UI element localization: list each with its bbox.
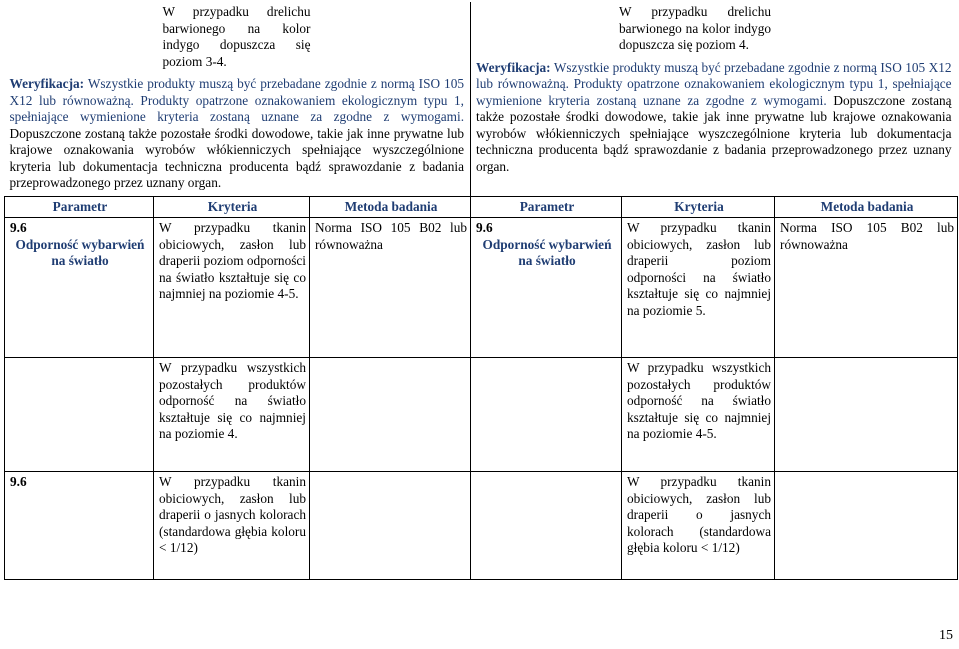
header-parametr-left: Parametr — [5, 196, 154, 218]
right-param-cell — [471, 218, 622, 358]
right-verification — [471, 54, 958, 180]
param-name: Odporność wybarwień na światło — [482, 236, 612, 268]
left-param-cell — [5, 358, 154, 472]
page-number: 15 — [939, 628, 953, 643]
table-row — [5, 218, 958, 358]
left-verification — [5, 70, 471, 196]
param-name: Odporność wybarwień na światło — [15, 236, 145, 268]
left-criteria-cell: W przypadku wszystkich pozostałych produktów odporność na światło kształtuje się co najmniej na poziomie 4. — [154, 358, 310, 472]
right-verification-label: Weryfikacja: — [476, 59, 551, 75]
param-number: 9.6 — [10, 220, 27, 235]
left-criteria-cell: W przypadku tkanin obiciowych, zasłon lub draperii o jasnych kolorach (standardowa głębia koloru < 1/12) — [154, 472, 310, 580]
right-criteria-cell: W przypadku wszystkich pozostałych produktów odporność na światło kształtuje się co najmniej na poziomie 4-5. — [622, 358, 775, 472]
criteria-table — [4, 2, 958, 580]
header-kryteria-left: Kryteria — [154, 196, 310, 218]
right-criteria-cell: W przypadku tkanin obiciowych, zasłon lub draperii poziom odporności na światło kształtuje się co najmniej na poziomie 5. — [622, 218, 775, 358]
right-top-criterion: W przypadku drelichu barwionego na kolor indygo dopuszcza się poziom 4. — [619, 4, 772, 52]
param-number: 9.6 — [476, 220, 493, 235]
verification-row — [5, 2, 958, 196]
right-verification-rest: Dopuszczone zostaną także pozostałe środki dowodowe, takie jak inne prywatne lub krajowe oznakowania wyrobów włókienniczych spełniające wyszczególnione kryteria lub dokumentacja techniczna producenta bądź sprawozdanie z badania przeprowadzonego przez uznany organ. — [476, 92, 952, 174]
header-metoda-right: Metoda badania — [775, 196, 958, 218]
header-metoda-left: Metoda badania — [310, 196, 471, 218]
param-number: 9.6 — [10, 474, 27, 489]
left-method-cell: Norma ISO 105 B02 lub równoważna — [310, 218, 471, 358]
right-top-cell — [471, 2, 958, 196]
header-row — [5, 196, 958, 218]
left-top-criterion: W przypadku drelichu barwionego na kolor indygo dopuszcza się poziom 3-4. — [162, 4, 311, 69]
right-criteria-cell: W przypadku tkanin obiciowych, zasłon lub draperii o jasnych kolorach (standardowa głębia koloru < 1/12) — [622, 472, 775, 580]
left-criteria-cell: W przypadku tkanin obiciowych, zasłon lub draperii poziom odporności na światło kształtuje się co najmniej na poziomie 4-5. — [154, 218, 310, 358]
left-method-cell — [310, 472, 471, 580]
left-top-cell — [5, 2, 471, 196]
right-param-cell — [471, 472, 622, 580]
left-param-cell — [5, 472, 154, 580]
left-method-cell — [310, 358, 471, 472]
right-method-cell — [775, 472, 958, 580]
right-verification-blue: Wszystkie produkty muszą być przebadane zgodnie z normą ISO 105 X12 lub równoważną. Produkty opatrzone oznakowaniem ekologicznym typu 1, spełniające wymienione kryteria zostaną uznane za zgodne z wymogami. — [476, 59, 952, 108]
left-verification-rest: Dopuszczone zostaną także pozostałe środki dowodowe, takie jak inne prywatne lub krajowe oznakowania wyrobów włókienniczych spełniające wyszczególnione kryteria lub dokumentacja techniczna producenta bądź sprawozdanie z badania przeprowadzonego przez uznany organ. — [9, 125, 465, 190]
left-verification-label: Weryfikacja: — [9, 76, 85, 91]
right-method-cell: Norma ISO 105 B02 lub równoważna — [775, 218, 958, 358]
left-param-cell — [5, 218, 154, 358]
right-param-cell — [471, 358, 622, 472]
left-verification-blue: Wszystkie produkty muszą być przebadane zgodnie z normą ISO 105 X12 lub równoważną. Produkty opatrzone oznakowaniem ekologicznym typu 1, spełniające wymienione kryteria zostaną uznane za zgodne z wymogami. — [9, 76, 465, 124]
table-row — [5, 472, 958, 580]
header-parametr-right: Parametr — [471, 196, 622, 218]
header-kryteria-right: Kryteria — [622, 196, 775, 218]
table-row — [5, 358, 958, 472]
right-method-cell — [775, 358, 958, 472]
